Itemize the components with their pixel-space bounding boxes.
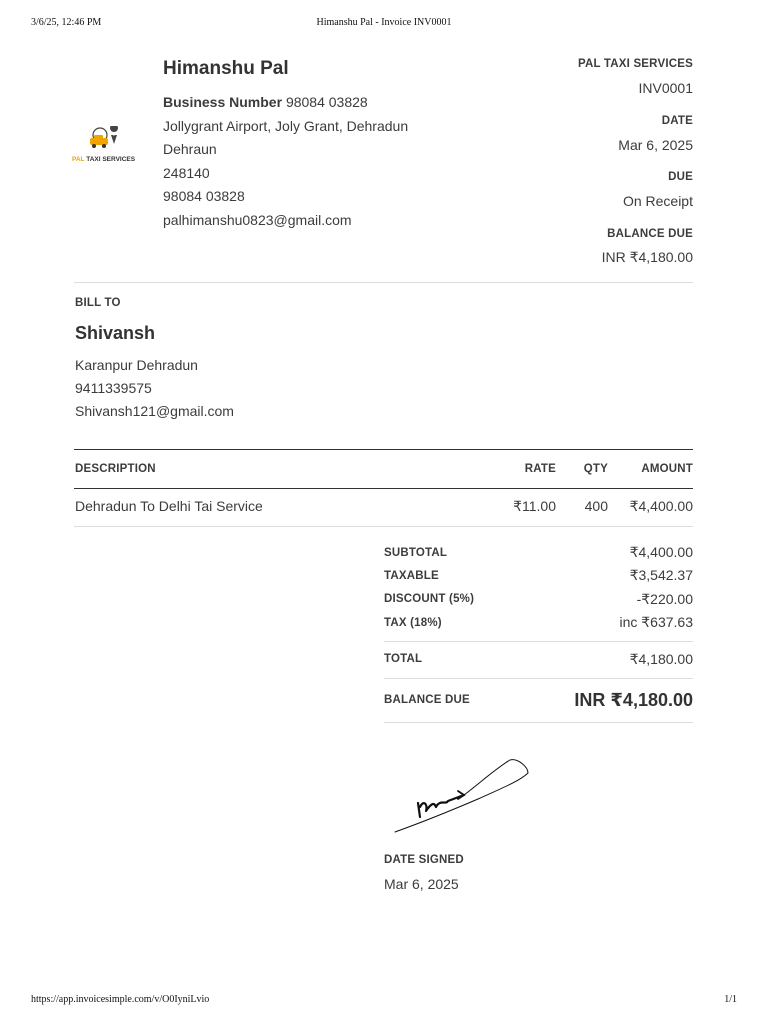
discount-value: -₹220.00 [636,590,693,607]
item-amount: ₹4,400.00 [629,498,693,514]
taxi-logo-icon [72,126,142,150]
seller-address-line1: Jollygrant Airport, Joly Grant, Dehradun [163,118,409,134]
table-top-border [74,449,693,450]
seller-address-line2: Dehraun [163,141,217,157]
item-description: Dehradun To Delhi Tai Service [75,498,263,514]
client-name: Shivansh [75,323,156,343]
logo-brand-suffix: TAXI SERVICES [86,156,136,163]
seller-postcode: 248140 [163,165,210,181]
subtotal-row [384,541,693,564]
meta-company-label: PAL TAXI SERVICES [577,58,693,70]
balance-divider [384,678,693,679]
business-number-value: 98084 03828 [285,94,368,110]
col-rate: RATE [524,463,556,475]
tax-value: inc ₹637.63 [619,614,693,630]
table-header-border [74,488,693,489]
totals-block [384,541,693,634]
company-logo [72,126,142,166]
col-amount: AMOUNT [641,463,693,475]
seller-business-number [163,94,368,110]
seller-phone: 98084 03828 [163,188,245,204]
handwritten-signature-icon [390,755,540,840]
date-label: DATE [661,115,693,127]
total-label: TOTAL [384,653,423,665]
logo-brand-prefix: PAL [72,156,85,163]
total-row [384,648,693,670]
balance-due-label: BALANCE DUE [384,694,470,706]
signature-image [390,755,540,840]
balance-due-value: INR ₹4,180.00 [574,689,693,710]
bill-to-label: BILL TO [75,297,121,309]
item-rate: ₹11.00 [513,498,556,514]
table-bottom-border [74,526,693,527]
balance-due-row [384,686,693,714]
discount-row [384,587,693,611]
item-qty: 400 [584,498,608,514]
print-timestamp: 3/6/25, 12:46 PM [31,17,102,28]
balance-bottom-border [384,722,693,723]
print-doc-title: Himanshu Pal - Invoice INV0001 [316,17,452,28]
meta-balance-label: BALANCE DUE [607,228,693,240]
date-signed-value: Mar 6, 2025 [384,876,459,892]
due-label: DUE [668,171,693,183]
col-qty: QTY [583,463,608,475]
subtotal-label: SUBTOTAL [384,546,448,559]
print-page-number: 1/1 [724,994,737,1005]
col-description: DESCRIPTION [75,463,156,475]
taxable-value: ₹3,542.37 [629,567,693,583]
taxable-label: TAXABLE [384,569,439,582]
tax-label: TAX (18%) [384,616,442,629]
client-phone: 9411339575 [75,380,152,396]
client-email: Shivansh121@gmail.com [75,403,234,419]
header-divider [74,282,693,283]
due-value: On Receipt [622,193,693,209]
subtotal-value: ₹4,400.00 [629,544,693,560]
meta-balance-value: INR ₹4,180.00 [601,249,693,265]
tax-row [384,611,693,634]
business-number-label: Business Number [163,94,283,110]
seller-email: palhimanshu0823@gmail.com [163,212,352,228]
print-url: https://app.invoicesimple.com/v/O0IyniLvio [31,994,210,1005]
date-signed-label: DATE SIGNED [384,854,464,866]
invoice-date: Mar 6, 2025 [618,137,693,153]
invoice-number: INV0001 [638,80,693,96]
totals-divider [384,641,693,642]
total-value: ₹4,180.00 [629,650,693,667]
discount-label: DISCOUNT (5%) [384,593,475,605]
taxable-row [384,564,693,587]
client-address: Karanpur Dehradun [75,357,198,373]
seller-name: Himanshu Pal [163,58,289,79]
